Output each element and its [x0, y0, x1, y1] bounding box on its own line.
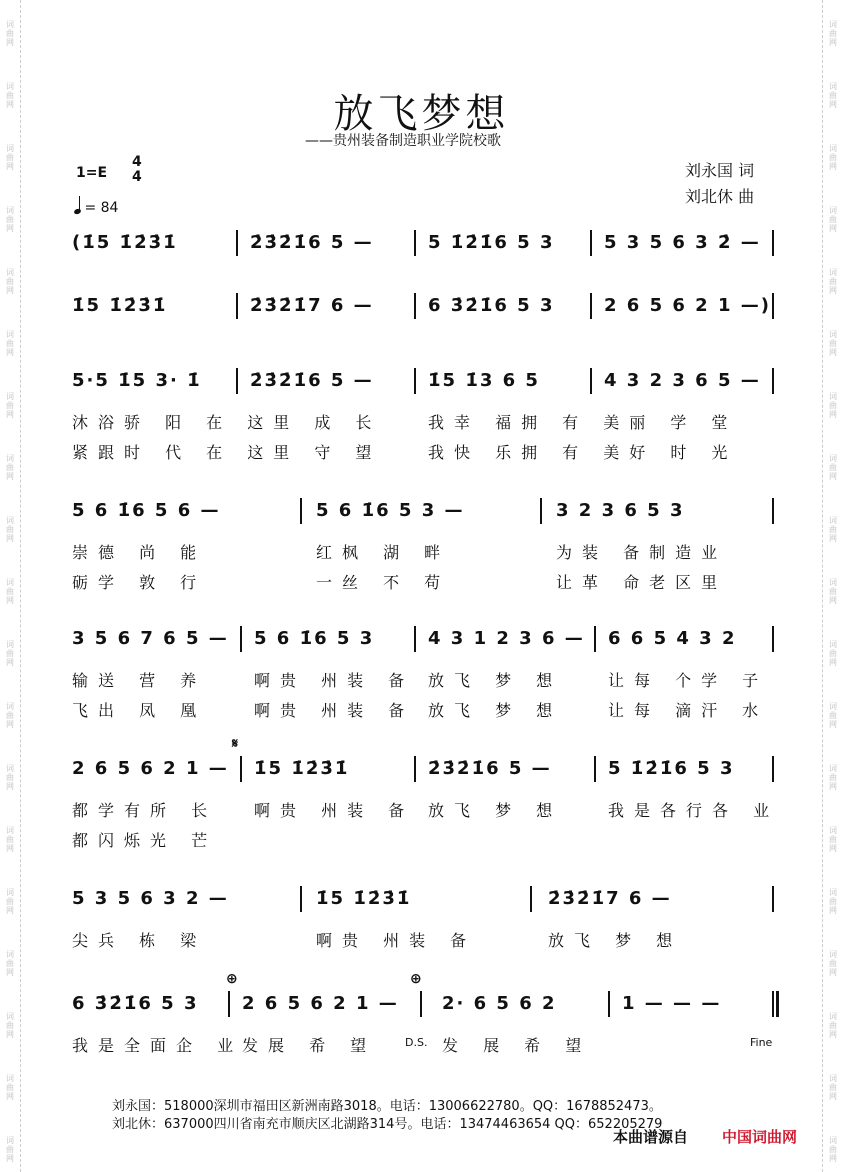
- lyric-r5-6: 啊贵 州装 备: [254, 701, 415, 720]
- lyric-r7-1: 尖兵 栋 梁: [72, 931, 207, 950]
- bar-line: [772, 991, 774, 1017]
- watermark-text: 词 曲 网: [6, 1074, 14, 1101]
- lyric-r5-2: 啊贵 州装 备: [254, 671, 415, 690]
- lyric-r3-2: 我幸 福拥 有 美丽 学 堂: [428, 413, 738, 432]
- lyric-r5-3: 放飞 梦 想: [428, 671, 563, 690]
- bar-line: [608, 991, 610, 1017]
- watermark-text: 词 曲 网: [6, 826, 14, 853]
- lyric-r6-4: 我是各行各 业: [608, 801, 780, 820]
- watermark-text: 词 曲 网: [6, 764, 14, 791]
- lyric-r5-8: 让每 滴汗 水: [608, 701, 769, 720]
- lyric-r4-5: 一丝 不 苟: [316, 573, 451, 592]
- watermark-text: 词 曲 网: [6, 888, 14, 915]
- bar-line: [590, 293, 592, 319]
- measure-r2-m4: 2 6 5 6 2 1 —): [604, 295, 771, 316]
- lyric-r6-1: 都学有所 长: [72, 801, 218, 820]
- measure-r1-m1: (1̇5 1̇2̇3̇1̇: [72, 232, 178, 253]
- watermark-text: 词 曲 网: [829, 206, 837, 233]
- watermark-text: 词 曲 网: [829, 268, 837, 295]
- bar-line: [228, 991, 230, 1017]
- lyric-r5-4: 让每 个学 子: [608, 671, 769, 690]
- bar-line: [772, 368, 774, 394]
- lyric-r4-2: 红枫 湖 畔: [316, 543, 451, 562]
- bar-line: [414, 230, 416, 256]
- bar-line: [594, 756, 596, 782]
- composer-credit: 刘北休 曲: [685, 187, 755, 206]
- coda-sign-1: ⊕: [226, 971, 238, 987]
- bar-line: [530, 886, 532, 912]
- measure-r5-m2: 5 6 1̇6 5 3: [254, 628, 375, 649]
- right-watermark-strip: [822, 0, 843, 1172]
- measure-r1-m2: 2̇3̇2̇1̇6 5 —: [250, 232, 374, 253]
- tempo-value: = 84: [84, 200, 119, 216]
- watermark-text: 词 曲 网: [829, 1074, 837, 1101]
- lyric-r3-1: 沐浴骄 阳 在 这里 成 长: [72, 413, 382, 432]
- watermark-text: 词 曲 网: [829, 640, 837, 667]
- measure-r8-m1: 6 3̇2̇1̇6 5 3: [72, 993, 199, 1014]
- left-watermark-strip: [0, 0, 21, 1172]
- bar-line: [300, 886, 302, 912]
- lyric-r5-5: 飞出 凤 凰: [72, 701, 207, 720]
- measure-r2-m1: 1̇5 1̇2̇3̇1̇: [72, 295, 168, 316]
- measure-r3-m4: 4 3 2 3 6 5 —: [604, 370, 761, 391]
- watermark-text: 词 曲 网: [829, 330, 837, 357]
- bar-line: [772, 626, 774, 652]
- lyric-r6-5: 都闪烁光 芒: [72, 831, 218, 850]
- bar-line: [236, 293, 238, 319]
- watermark-text: 词 曲 网: [829, 578, 837, 605]
- measure-r2-m3: 6 3̇2̇1̇6 5 3: [428, 295, 555, 316]
- watermark-text: 词 曲 网: [6, 1136, 14, 1163]
- fine-marking: Fine: [750, 1036, 773, 1049]
- measure-r4-m1: 5 6 1̇6 5 6 —: [72, 500, 221, 521]
- measure-r5-m3: 4 3 1 2 3 6 —: [428, 628, 585, 649]
- watermark-text: 词 曲 网: [829, 20, 837, 47]
- time-signature-top: 4: [132, 154, 142, 170]
- bar-line: [414, 756, 416, 782]
- time-signature-bottom: 4: [132, 169, 142, 185]
- bar-line: [414, 626, 416, 652]
- watermark-text: 词 曲 网: [6, 206, 14, 233]
- lyric-r8-2: 发展 希 望: [242, 1036, 377, 1055]
- lyric-r7-2: 啊贵 州装 备: [316, 931, 477, 950]
- quarter-note-icon: [73, 208, 81, 215]
- bar-line: [772, 886, 774, 912]
- bar-line: [236, 230, 238, 256]
- watermark-text: 词 曲 网: [6, 640, 14, 667]
- bar-line: [300, 498, 302, 524]
- lyric-r3-3: 紧跟时 代 在 这里 守 望: [72, 443, 382, 462]
- watermark-text: 词 曲 网: [829, 1136, 837, 1163]
- measure-r4-m3: 3 2 3 6 5 3: [556, 500, 685, 521]
- watermark-text: 词 曲 网: [829, 826, 837, 853]
- measure-r2-m2: 2̇3̇2̇1̇7 6 —: [250, 295, 374, 316]
- watermark-text: 词 曲 网: [6, 454, 14, 481]
- bar-line: [772, 498, 774, 524]
- watermark-text: 词 曲 网: [6, 82, 14, 109]
- bar-line: [240, 626, 242, 652]
- note-stem-icon: [79, 196, 80, 210]
- ds-marking: D.S.: [405, 1036, 428, 1049]
- watermark-text: 词 曲 网: [6, 268, 14, 295]
- measure-r3-m2: 2̇3̇2̇1̇6 5 —: [250, 370, 374, 391]
- measure-r8-m2: 2 6 5 6 2 1 —: [242, 993, 399, 1014]
- watermark-text: 词 曲 网: [829, 888, 837, 915]
- bar-line: [240, 756, 242, 782]
- coda-sign-2: ⊕: [410, 971, 422, 987]
- measure-r1-m3: 5 1̇2̇1̇6 5 3: [428, 232, 555, 253]
- measure-r6-m3: 2̇3̇2̇1̇6 5 —: [428, 758, 552, 779]
- measure-r8-m3: 2· 6 5 6 2: [442, 993, 557, 1014]
- watermark-text: 词 曲 网: [6, 702, 14, 729]
- lyric-r4-1: 崇德 尚 能: [72, 543, 207, 562]
- measure-r8-m4: 1 — — —: [622, 993, 722, 1014]
- watermark-text: 词 曲 网: [829, 950, 837, 977]
- watermark-text: 词 曲 网: [829, 764, 837, 791]
- bar-line: [414, 293, 416, 319]
- footer-contact-1: 刘永国：518000深圳市福田区新洲南路3018。电话：13006622780。QQ：1678852473。: [112, 1099, 662, 1114]
- segno-sign: 𝄋: [232, 736, 239, 752]
- watermark-text: 词 曲 网: [829, 516, 837, 543]
- source-label: 本曲谱源自: [613, 1128, 689, 1146]
- bar-line: [772, 230, 774, 256]
- bar-line: [772, 756, 774, 782]
- bar-line: [414, 368, 416, 394]
- watermark-text: 词 曲 网: [6, 516, 14, 543]
- watermark-text: 词 曲 网: [6, 20, 14, 47]
- bar-line: [236, 368, 238, 394]
- lyric-r3-4: 我快 乐拥 有 美好 时 光: [428, 443, 738, 462]
- measure-r3-m1: 5·5 1̇5 3· 1̇: [72, 370, 202, 391]
- lyric-r6-3: 放飞 梦 想: [428, 801, 563, 820]
- measure-r7-m2: 1̇5 1̇2̇3̇1̇: [316, 888, 412, 909]
- bar-line: [420, 991, 422, 1017]
- song-subtitle: ——贵州装备制造职业学院校歌: [305, 133, 501, 149]
- footer-contact-2: 刘北休：637000四川省南充市顺庆区北湖路314号。电话：13474463654 QQ：652205279: [112, 1117, 663, 1132]
- measure-r4-m2: 5 6 1̇6 5 3 —: [316, 500, 465, 521]
- bar-line: [594, 626, 596, 652]
- measure-r6-m4: 5 1̇2̇1̇6 5 3: [608, 758, 735, 779]
- measure-r5-m4: 6 6 5 4 3 2: [608, 628, 737, 649]
- measure-r7-m1: 5 3 5 6 3 2 —: [72, 888, 229, 909]
- measure-r6-m1: 2 6 5 6 2 1 —: [72, 758, 229, 779]
- lyric-r8-3: 发 展 希 望: [442, 1036, 592, 1055]
- song-title: 放飞梦想: [333, 91, 510, 137]
- source-site-link[interactable]: 中国词曲网: [722, 1128, 798, 1146]
- tempo-marking: [74, 198, 118, 216]
- bar-line: [540, 498, 542, 524]
- final-barline: [776, 991, 779, 1017]
- measure-r1-m4: 5 3 5 6 3 2̇ —: [604, 232, 761, 253]
- watermark-text: 词 曲 网: [6, 1012, 14, 1039]
- bar-line: [590, 368, 592, 394]
- watermark-text: 词 曲 网: [829, 454, 837, 481]
- lyric-r6-2: 啊贵 州装 备: [254, 801, 415, 820]
- watermark-text: 词 曲 网: [6, 330, 14, 357]
- watermark-text: 词 曲 网: [6, 392, 14, 419]
- lyric-r7-3: 放飞 梦 想: [548, 931, 683, 950]
- key-signature: 1=E: [76, 165, 108, 181]
- bar-line: [772, 293, 774, 319]
- measure-r7-m3: 2̇3̇2̇1̇7 6 —: [548, 888, 672, 909]
- measure-r3-m3: 1̇5 1̇3 6 5: [428, 370, 540, 391]
- watermark-text: 词 曲 网: [829, 144, 837, 171]
- bar-line: [590, 230, 592, 256]
- lyricist-credit: 刘永国 词: [685, 161, 755, 180]
- lyric-r5-7: 放飞 梦 想: [428, 701, 563, 720]
- watermark-text: 词 曲 网: [829, 82, 837, 109]
- lyric-r8-1: 我是全面企 业: [72, 1036, 244, 1055]
- lyric-r4-3: 为装 备制造业: [556, 543, 728, 562]
- time-signature: [132, 155, 142, 185]
- lyric-r4-4: 砺学 敦 行: [72, 573, 207, 592]
- watermark-text: 词 曲 网: [6, 950, 14, 977]
- watermark-text: 词 曲 网: [829, 392, 837, 419]
- measure-r6-m2: 1̇5 1̇2̇3̇1̇: [254, 758, 350, 779]
- lyric-r5-1: 输送 营 养: [72, 671, 207, 690]
- watermark-text: 词 曲 网: [829, 1012, 837, 1039]
- measure-r5-m1: 3 5 6 7 6 5 —: [72, 628, 229, 649]
- watermark-text: 词 曲 网: [6, 144, 14, 171]
- lyric-r4-6: 让革 命老区里: [556, 573, 728, 592]
- watermark-text: 词 曲 网: [829, 702, 837, 729]
- watermark-text: 词 曲 网: [6, 578, 14, 605]
